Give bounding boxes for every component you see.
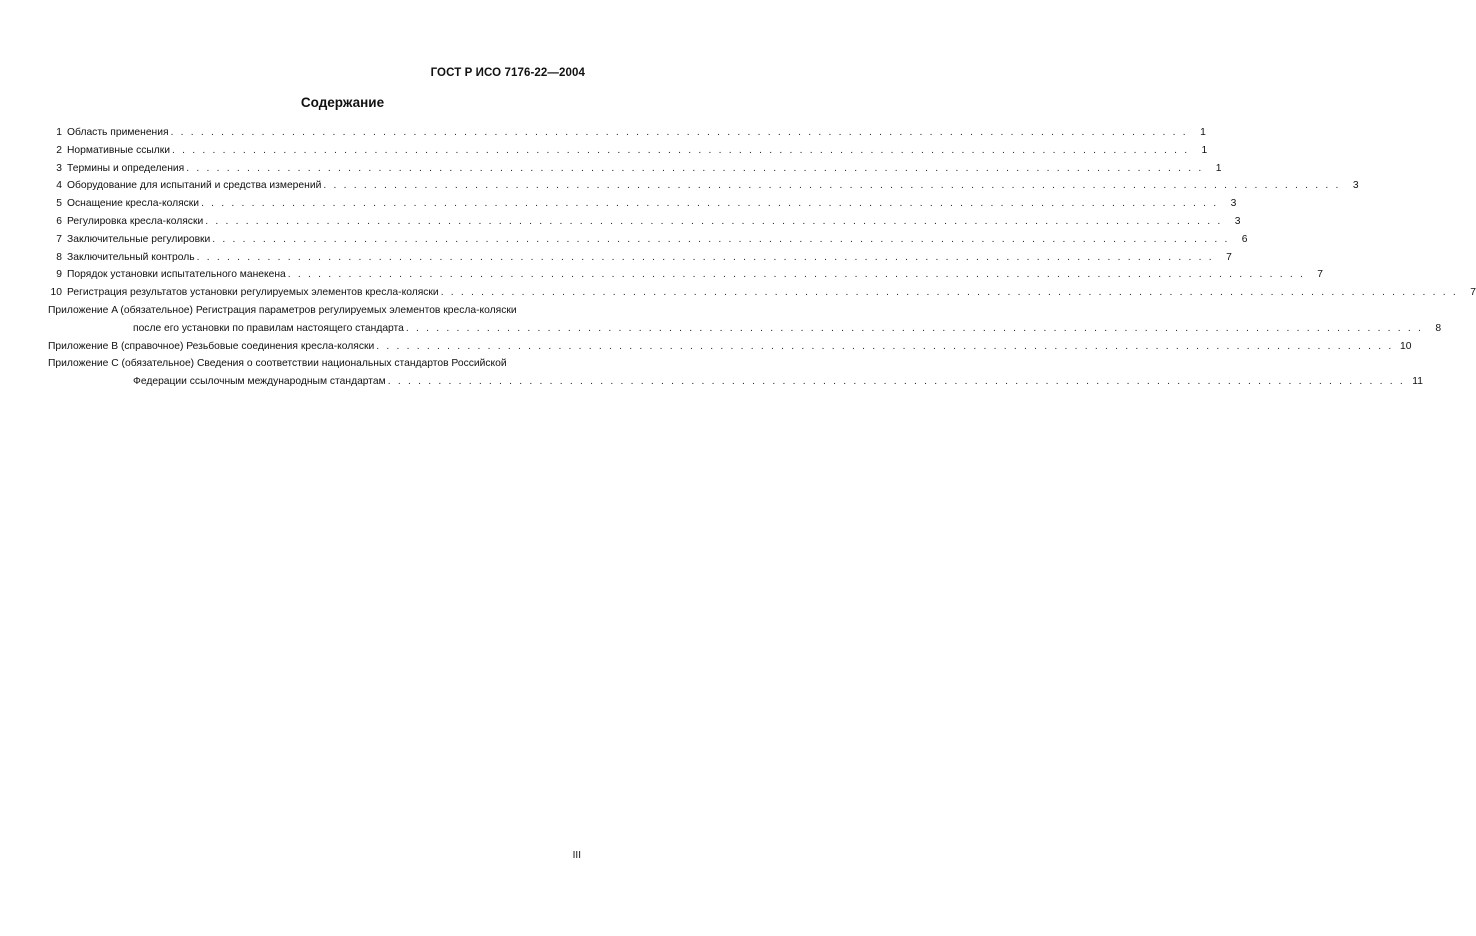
toc-entry-title: Оснащение кресла-коляски [67, 198, 200, 210]
toc-appendix-c-cont[interactable] [48, 373, 1423, 391]
toc-entry-7[interactable] [48, 231, 1248, 249]
toc-entry-title: Заключительный контроль [67, 251, 195, 263]
toc-entry-number: 9 [56, 269, 62, 281]
toc-entry-2[interactable] [48, 142, 1208, 160]
leader-dots: . . . . . . . . . . . . . . . . . . . . . . . . . . . . . . . . . . . . . . . . . . . . . . . . . . . . . . . . . . . . . . . . . . . . . . . . . . . . . . . . . . . . . . . . . . . . . . . . . . . . . [212, 233, 1230, 245]
toc-appendix-title-cont: после его установки по правилам настоящего стандарта [133, 322, 404, 334]
toc-entry-page: 10 [1400, 340, 1412, 352]
toc-entry-title: Нормативные ссылки [67, 144, 171, 156]
leader-dots: . . . . . . . . . . . . . . . . . . . . . . . . . . . . . . . . . . . . . . . . . . . . . . . . . . . . . . . . . . . . . . . . . . . . . . . . . . . . . . . . . . . . . . . . . . . . . . . . . . . . . [205, 215, 1223, 227]
leader-dots: . . . . . . . . . . . . . . . . . . . . . . . . . . . . . . . . . . . . . . . . . . . . . . . . . . . . . . . . . . . . . . . . . . . . . . . . . . . . . . . . . . . . . . . . . . . . . . . . . . . . . [196, 251, 1214, 263]
leader-dots: . . . . . . . . . . . . . . . . . . . . . . . . . . . . . . . . . . . . . . . . . . . . . . . . . . . . . . . . . . . . . . . . . . . . . . . . . . . . . . . . . . . . . . . . . . . . . . . . . . . . . [201, 198, 1219, 210]
leader-dots: . . . . . . . . . . . . . . . . . . . . . . . . . . . . . . . . . . . . . . . . . . . . . . . . . . . . . . . . . . . . . . . . . . . . . . . . . . . . . . . . . . . . . . . . . . . . . . . . . . . . . [172, 144, 1190, 156]
toc-appendix-title: Приложение A (обязательное) Регистрация параметров регулируемых элементов кресла-коляски [48, 304, 517, 316]
toc-appendix-b[interactable] [48, 338, 1412, 356]
toc-entry-1[interactable] [48, 124, 1206, 142]
toc-entry-page: 7 [1317, 269, 1324, 281]
toc-entry-number: 3 [56, 162, 62, 174]
document-code: ГОСТ Р ИСО 7176-22—2004 [430, 67, 585, 79]
toc-appendix-c-head[interactable] [48, 355, 578, 373]
toc-entry-page: 1 [1201, 144, 1208, 156]
toc-entry-10[interactable] [48, 284, 1476, 302]
leader-dots: . . . . . . . . . . . . . . . . . . . . . . . . . . . . . . . . . . . . . . . . . . . . . . . . . . . . . . . . . . . . . . . . . . . . . . . . . . . . . . . . . . . . . . . . . . . . . . . . . . . . . [376, 340, 1394, 352]
page-number: III [572, 850, 581, 861]
toc-entry-page: 7 [1470, 287, 1476, 299]
toc-entry-6[interactable] [48, 213, 1241, 231]
leader-dots: . . . . . . . . . . . . . . . . . . . . . . . . . . . . . . . . . . . . . . . . . . . . . . . . . . . . . . . . . . . . . . . . . . . . . . . . . . . . . . . . . . . . . . . . . . . . . . . . . . . . . [186, 162, 1204, 174]
toc-entry-number: 6 [56, 215, 62, 227]
toc-appendix-a-cont[interactable] [48, 320, 1442, 338]
toc-appendix-title-cont: Федерации ссылочным международным стандартам [133, 376, 386, 388]
leader-dots: . . . . . . . . . . . . . . . . . . . . . . . . . . . . . . . . . . . . . . . . . . . . . . . . . . . . . . . . . . . . . . . . . . . . . . . . . . . . . . . . . . . . . . . . . . . . . . . . . . . . . [440, 287, 1458, 299]
toc-entry-number: 2 [56, 144, 62, 156]
toc-entry-page: 1 [1215, 162, 1222, 174]
toc-appendix-title: Приложение C (обязательное) Сведения о соответствии национальных стандартов Российской [48, 358, 507, 370]
toc-title: Содержание [300, 95, 385, 110]
leader-dots: . . . . . . . . . . . . . . . . . . . . . . . . . . . . . . . . . . . . . . . . . . . . . . . . . . . . . . . . . . . . . . . . . . . . . . . . . . . . . . . . . . . . . . . . . . . . . . . . . . . . . [387, 376, 1405, 388]
leader-dots: . . . . . . . . . . . . . . . . . . . . . . . . . . . . . . . . . . . . . . . . . . . . . . . . . . . . . . . . . . . . . . . . . . . . . . . . . . . . . . . . . . . . . . . . . . . . . . . . . . . . . [170, 127, 1188, 138]
toc-entry-page: 1 [1200, 127, 1206, 138]
toc-entry-title: Заключительные регулировки [67, 233, 211, 245]
toc-entry-number: 1 [56, 127, 62, 138]
toc-entry-9[interactable] [48, 266, 1324, 284]
toc-entry-number: 7 [56, 233, 62, 245]
toc-entry-page: 6 [1241, 233, 1248, 245]
toc-entry-title: Оборудование для испытаний и средства измерений [67, 180, 322, 192]
leader-dots: . . . . . . . . . . . . . . . . . . . . . . . . . . . . . . . . . . . . . . . . . . . . . . . . . . . . . . . . . . . . . . . . . . . . . . . . . . . . . . . . . . . . . . . . . . . . . . . . . . . . . [323, 180, 1341, 192]
toc-entry-page: 3 [1230, 198, 1237, 210]
leader-dots: . . . . . . . . . . . . . . . . . . . . . . . . . . . . . . . . . . . . . . . . . . . . . . . . . . . . . . . . . . . . . . . . . . . . . . . . . . . . . . . . . . . . . . . . . . . . . . . . . . . . . [405, 322, 1424, 334]
toc-entry-number: 8 [56, 251, 62, 263]
toc-entry-8[interactable] [48, 249, 1232, 267]
leader-dots: . . . . . . . . . . . . . . . . . . . . . . . . . . . . . . . . . . . . . . . . . . . . . . . . . . . . . . . . . . . . . . . . . . . . . . . . . . . . . . . . . . . . . . . . . . . . . . . . . . . . . [287, 269, 1306, 281]
toc-appendix-a-head[interactable] [48, 302, 578, 320]
table-of-contents [48, 124, 1476, 391]
toc-entry-title: Регистрация результатов установки регулируемых элементов кресла-коляски [67, 287, 439, 299]
toc-entry-title: Регулировка кресла-коляски [67, 215, 204, 227]
toc-entry-page: 3 [1234, 215, 1241, 227]
toc-entry-3[interactable] [48, 160, 1222, 178]
toc-entry-title: Порядок установки испытательного манекена [67, 269, 286, 281]
toc-entry-5[interactable] [48, 195, 1237, 213]
toc-appendix-title: Приложение B (справочное) Резьбовые соединения кресла-коляски [48, 340, 375, 352]
toc-entry-4[interactable] [48, 177, 1359, 195]
toc-entry-number: 4 [56, 180, 62, 192]
toc-entry-title: Область применения [67, 127, 169, 138]
toc-entry-page: 7 [1226, 251, 1232, 263]
toc-entry-page: 3 [1352, 180, 1359, 192]
toc-entry-title: Термины и определения [67, 162, 185, 174]
toc-entry-number: 10 [50, 287, 62, 299]
toc-entry-page: 8 [1435, 322, 1442, 334]
toc-entry-number: 5 [56, 198, 62, 210]
toc-entry-page: 11 [1412, 376, 1423, 388]
